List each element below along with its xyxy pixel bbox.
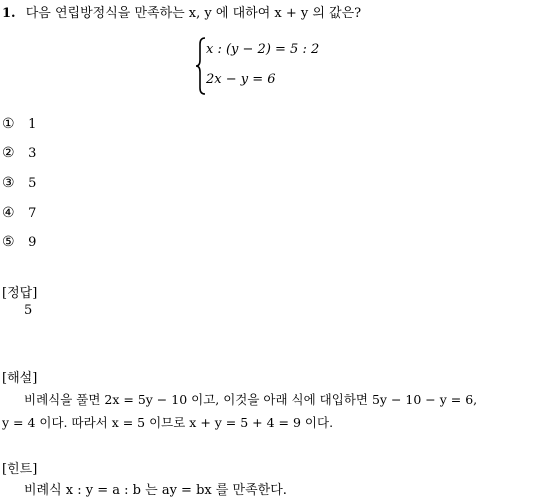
question-number: 1. xyxy=(2,6,16,21)
choice-value: 1 xyxy=(28,117,37,132)
explanation-line-1: 비례식을 풀면 2x = 5y − 10 이고, 이것을 아래 식에 대입하면 5y − 10 − y = 6, xyxy=(24,392,478,407)
explanation-label: [해설] xyxy=(2,371,38,386)
choice-3[interactable] xyxy=(2,175,36,191)
choice-mark: ① xyxy=(2,116,15,132)
question-text: 다음 연립방정식을 만족하는 x, y 에 대하여 x + y 의 값은? xyxy=(25,6,362,21)
choice-mark: ④ xyxy=(2,205,15,221)
answer-label: [정답] xyxy=(2,286,38,301)
choice-value: 5 xyxy=(28,176,37,191)
choice-value: 3 xyxy=(28,146,37,161)
system-equation-2: 2x − y = 6 xyxy=(206,72,276,87)
system-equation-1: x : (y − 2) = 5 : 2 xyxy=(206,42,320,57)
choice-4[interactable] xyxy=(2,205,36,221)
hint-label: [힌트] xyxy=(2,462,38,477)
answer-value: 5 xyxy=(24,303,33,318)
choice-2[interactable] xyxy=(2,145,36,161)
choice-1[interactable] xyxy=(2,116,36,132)
explanation-line-2: y = 4 이다. 따라서 x = 5 이므로 x + y = 5 + 4 = 9 이다. xyxy=(2,415,334,430)
choice-value: 7 xyxy=(28,206,37,221)
hint-text: 비례식 x : y = a : b 는 ay = bx 를 만족한다. xyxy=(24,483,287,498)
choice-mark: ③ xyxy=(2,175,15,191)
choice-mark: ② xyxy=(2,145,15,161)
question-line xyxy=(2,2,361,21)
choice-value: 9 xyxy=(28,235,37,250)
choice-5[interactable] xyxy=(2,234,36,250)
choice-mark: ⑤ xyxy=(2,234,15,250)
